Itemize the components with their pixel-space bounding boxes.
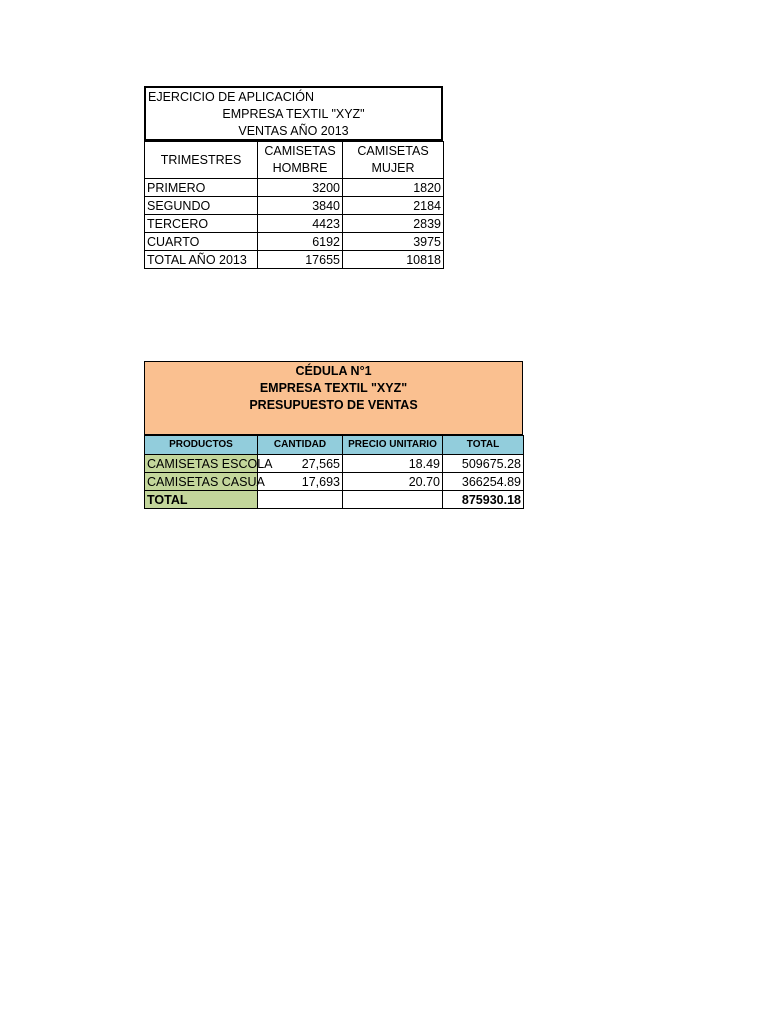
- product-cell[interactable]: TOTAL: [145, 491, 258, 509]
- quantity-cell[interactable]: [258, 491, 343, 509]
- col-header-text: HOMBRE: [272, 161, 328, 175]
- total-cell[interactable]: 366254.89: [443, 473, 524, 491]
- quantity-cell[interactable]: 27,565: [258, 455, 343, 473]
- hombre-cell[interactable]: 3840: [258, 197, 343, 215]
- sales-table-2013: [144, 86, 443, 269]
- budget-grid: [144, 435, 524, 509]
- table-row-total: [145, 251, 444, 269]
- mujer-cell[interactable]: 10818: [343, 251, 444, 269]
- sales-grid: [144, 141, 444, 269]
- table-row-total: [145, 491, 524, 509]
- table-row: [145, 197, 444, 215]
- hombre-cell[interactable]: 3200: [258, 179, 343, 197]
- table-row: [145, 179, 444, 197]
- col-header-cantidad[interactable]: CANTIDAD: [258, 436, 343, 455]
- grand-total-cell[interactable]: 875930.18: [443, 491, 524, 509]
- unit-price-cell[interactable]: 20.70: [343, 473, 443, 491]
- column-header-row: [145, 142, 444, 179]
- company-name: EMPRESA TEXTIL "XYZ": [259, 381, 408, 395]
- col-header-precio-unitario[interactable]: PRECIO UNITARIO: [343, 436, 443, 455]
- product-cell[interactable]: CAMISETAS CASUA: [145, 473, 258, 491]
- quantity-cell[interactable]: 17,693: [258, 473, 343, 491]
- total-cell[interactable]: 509675.28: [443, 455, 524, 473]
- exercise-title: EJERCICIO DE APLICACIÓN: [148, 90, 315, 104]
- column-header-row: [145, 436, 524, 455]
- table-row: [145, 233, 444, 251]
- row-label-cell[interactable]: TOTAL AÑO 2013: [145, 251, 258, 269]
- sales-year-title: VENTAS AÑO 2013: [238, 124, 349, 138]
- col-header-trimestres[interactable]: TRIMESTRES: [145, 142, 258, 179]
- col-header-total[interactable]: TOTAL: [443, 436, 524, 455]
- mujer-cell[interactable]: 3975: [343, 233, 444, 251]
- budget-table: [144, 361, 523, 509]
- table-row: [145, 215, 444, 233]
- company-name: EMPRESA TEXTIL "XYZ": [222, 107, 365, 121]
- sales-table-header: [144, 86, 443, 141]
- mujer-cell[interactable]: 2184: [343, 197, 444, 215]
- table-row: [145, 455, 524, 473]
- row-label-cell[interactable]: TERCERO: [145, 215, 258, 233]
- table-row: [145, 473, 524, 491]
- row-label-cell[interactable]: PRIMERO: [145, 179, 258, 197]
- unit-price-cell[interactable]: 18.49: [343, 455, 443, 473]
- mujer-cell[interactable]: 1820: [343, 179, 444, 197]
- hombre-cell[interactable]: 4423: [258, 215, 343, 233]
- budget-table-header: [144, 361, 523, 435]
- unit-price-cell[interactable]: [343, 491, 443, 509]
- hombre-cell[interactable]: 6192: [258, 233, 343, 251]
- row-label-cell[interactable]: SEGUNDO: [145, 197, 258, 215]
- col-header-camisetas-mujer[interactable]: [343, 142, 444, 179]
- col-header-camisetas-hombre[interactable]: [258, 142, 343, 179]
- hombre-cell[interactable]: 17655: [258, 251, 343, 269]
- col-header-productos[interactable]: PRODUCTOS: [145, 436, 258, 455]
- col-header-text: CAMISETAS: [264, 144, 336, 158]
- col-header-text: CAMISETAS: [357, 144, 429, 158]
- row-label-cell[interactable]: CUARTO: [145, 233, 258, 251]
- cedula-title: CÉDULA N°1: [295, 364, 372, 378]
- product-cell[interactable]: CAMISETAS ESCOLA: [145, 455, 258, 473]
- mujer-cell[interactable]: 2839: [343, 215, 444, 233]
- col-header-text: MUJER: [371, 161, 415, 175]
- budget-title: PRESUPUESTO DE VENTAS: [249, 398, 418, 412]
